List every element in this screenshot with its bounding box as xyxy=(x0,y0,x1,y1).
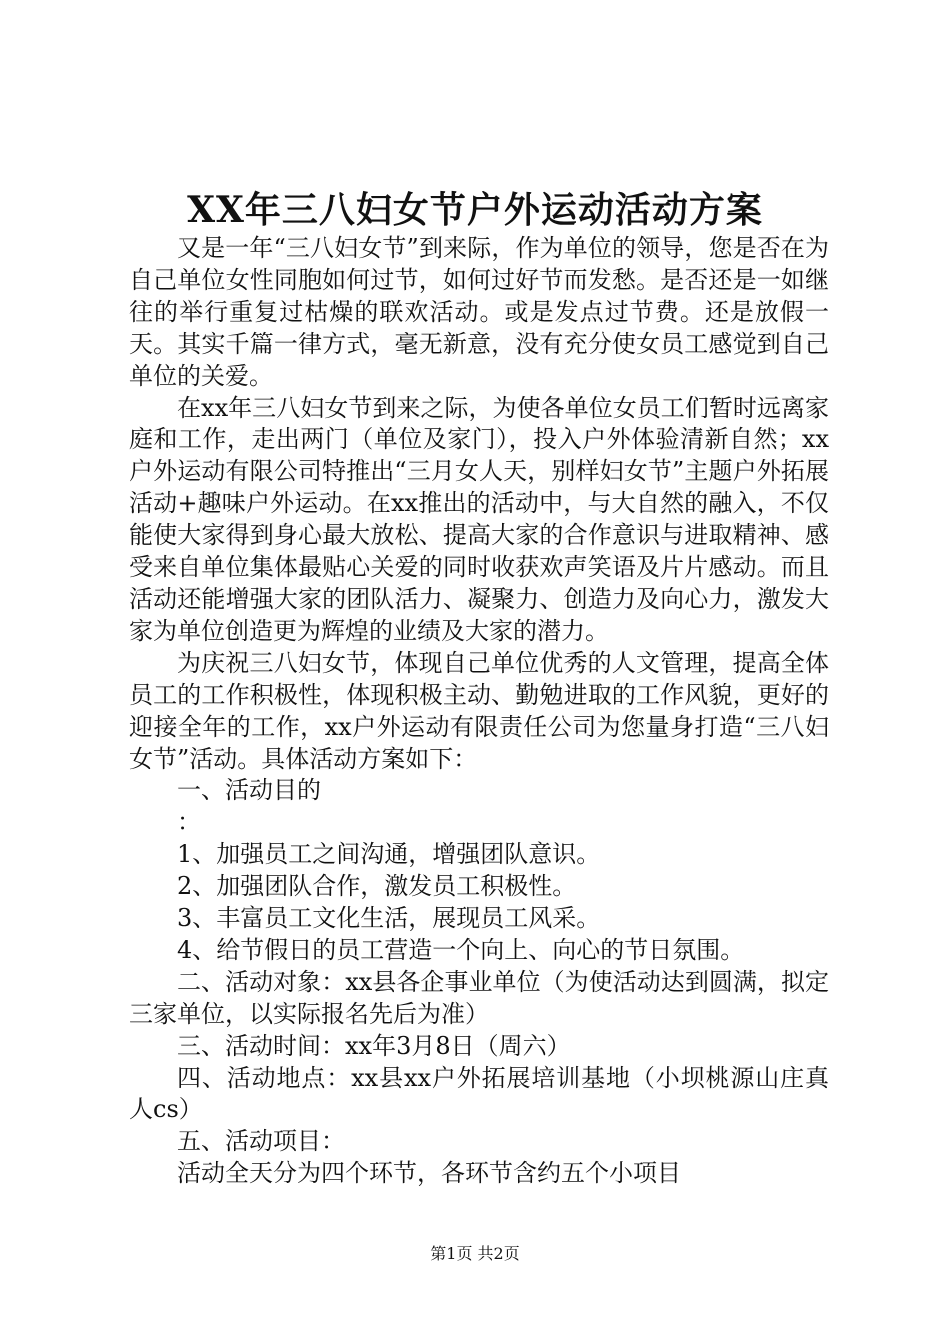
page-footer: 第1页 共2页 xyxy=(430,1244,520,1263)
section-heading-goal: 一、活动目的 xyxy=(177,776,321,805)
paragraph-background: 在xx年三八妇女节到来之际，为使各单位女员工们暂时远离家庭和工作，走出两门（单位及家门），投入户外体验清新自然；xx户外运动有限公司特推出“三月女人天，别样妇女节”主题户外拓展活动+趣味户外运动。在xx推出的活动中，与大自然的融入，不仅能使大家得到身心最大放松、提高大家的合作意识与进取精神、感受来自单位集体最贴心关爱的同时收获欢声笑语及片片感动。而且活动还能增强大家的团队活力、凝聚力、创造力及向心力，激发大家为单位创造更为辉煌的业绩及大家的潜力。 xyxy=(129,393,829,645)
colon-line: ： xyxy=(177,808,201,837)
goal-item-4: 4、给节假日的员工营造一个向上、向心的节日氛围。 xyxy=(177,935,745,964)
section-time: 三、活动时间：xx年3月8日（周六） xyxy=(177,1031,571,1060)
document-body xyxy=(129,233,829,1190)
paragraph-purpose: 为庆祝三八妇女节，体现自己单位优秀的人文管理，提高全体员工的工作积极性，体现积极主动、勤勉进取的工作风貌，更好的迎接全年的工作，xx户外运动有限责任公司为您量身打造“三八妇女节”活动。具体活动方案如下： xyxy=(129,648,829,773)
section-location: 四、活动地点：xx县xx户外拓展培训基地（小坝桃源山庄真人cs） xyxy=(129,1063,829,1124)
goal-item-2: 2、加强团队合作，激发员工积极性。 xyxy=(177,872,577,901)
goal-item-1: 1、加强员工之间沟通，增强团队意识。 xyxy=(177,840,601,869)
section-target: 二、活动对象：xx县各企事业单位（为使活动达到圆满，拟定三家单位，以实际报名先后为准） xyxy=(129,967,829,1028)
paragraph-intro: 又是一年“三八妇女节”到来际，作为单位的领导，您是否在为自己单位女性同胞如何过节，如何过好节而发愁。是否还是一如继往的举行重复过枯燥的联欢活动。或是发点过节费。还是放假一天。其实千篇一律方式，毫无新意，没有充分使女员工感觉到自己单位的关爱。 xyxy=(129,234,829,390)
section-items: 五、活动项目： xyxy=(177,1127,345,1156)
document-title: XX年三八妇女节户外运动活动方案 xyxy=(187,189,763,231)
goal-item-3: 3、丰富员工文化生活，展现员工风采。 xyxy=(177,904,601,933)
items-description: 活动全天分为四个环节，各环节含约五个小项目 xyxy=(177,1159,681,1188)
